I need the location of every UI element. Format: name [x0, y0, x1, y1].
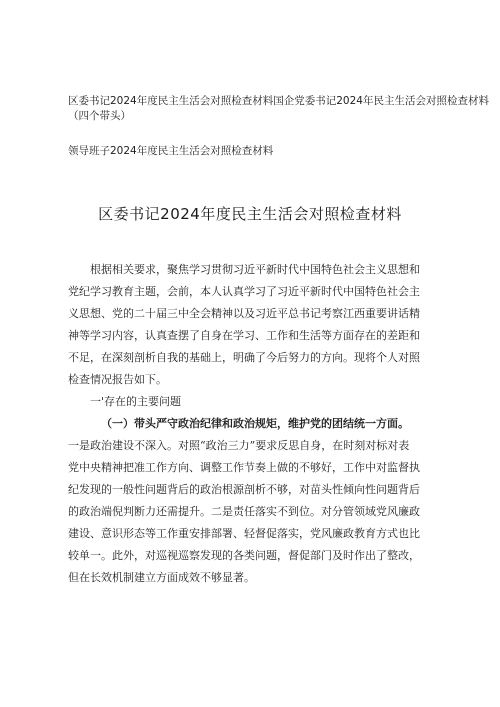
paragraph-line: 一是政治建设不深入。对照“政治三力”要求反思自身，在时刻对标对表	[68, 439, 410, 452]
sub-heading: （一）带头严守政治纪律和政治规矩，维护党的团结统一方面。	[101, 417, 409, 430]
paragraph-line: 根据相关要求，聚焦学习贯彻习近平新时代中国特色社会主义思想和	[90, 263, 420, 276]
document-body	[68, 259, 438, 589]
section-heading: 一'存在的主要问题	[90, 395, 182, 408]
header-title-line-2: （四个带头）	[68, 110, 131, 122]
header-title-line-1: 区委书记2024年度民主生活会对照检查材料国企党委书记2024年民主生活会对照检查材料	[68, 95, 489, 107]
paragraph-line: 神等学习内容，认真查摆了自身在学习、工作和生活等方面存在的差距和	[68, 329, 420, 342]
document-title: 区委书记2024年度民主生活会对照检查材料	[98, 205, 402, 223]
paragraph-line: 较单一。此外，对巡视巡察发现的各类问题，督促部门及时作出了整改，	[68, 549, 420, 562]
paragraph-line: 检查情况报告如下。	[68, 373, 167, 386]
paragraph-line: 不足，在深刻剖析自我的基础上，明确了今后努力的方向。现将个人对照	[68, 351, 420, 364]
header-subtitle: 领导班子2024年度民主生活会对照检查材料	[68, 145, 274, 157]
paragraph-line: 党中央精神把准工作方向、调整工作节奏上做的不够好，工作中对监督执	[68, 461, 420, 474]
paragraph-line: 义思想、党的二十届三中全会精神以及习近平总书记考察江西重要讲话精	[68, 307, 420, 320]
paragraph-line: 建设、意识形态等工作重安排部署、轻督促落实，党风廉政教育方式也比	[68, 527, 420, 540]
header-block	[68, 94, 489, 159]
paragraph-line: 党纪学习教育主题，会前，本人认真学习了习近平新时代中国特色社会主	[68, 285, 420, 298]
paragraph-line: 但在长效机制建立方面成效不够显著。	[68, 571, 255, 584]
paragraph-line: 纪发现的一般性问题背后的政治根源剖析不够，对苗头性倾向性问题背后	[68, 483, 420, 496]
paragraph-line: 的政治端倪判断力还需提升。二是责任落实不到位。对分管领域党风廉政	[68, 505, 420, 518]
